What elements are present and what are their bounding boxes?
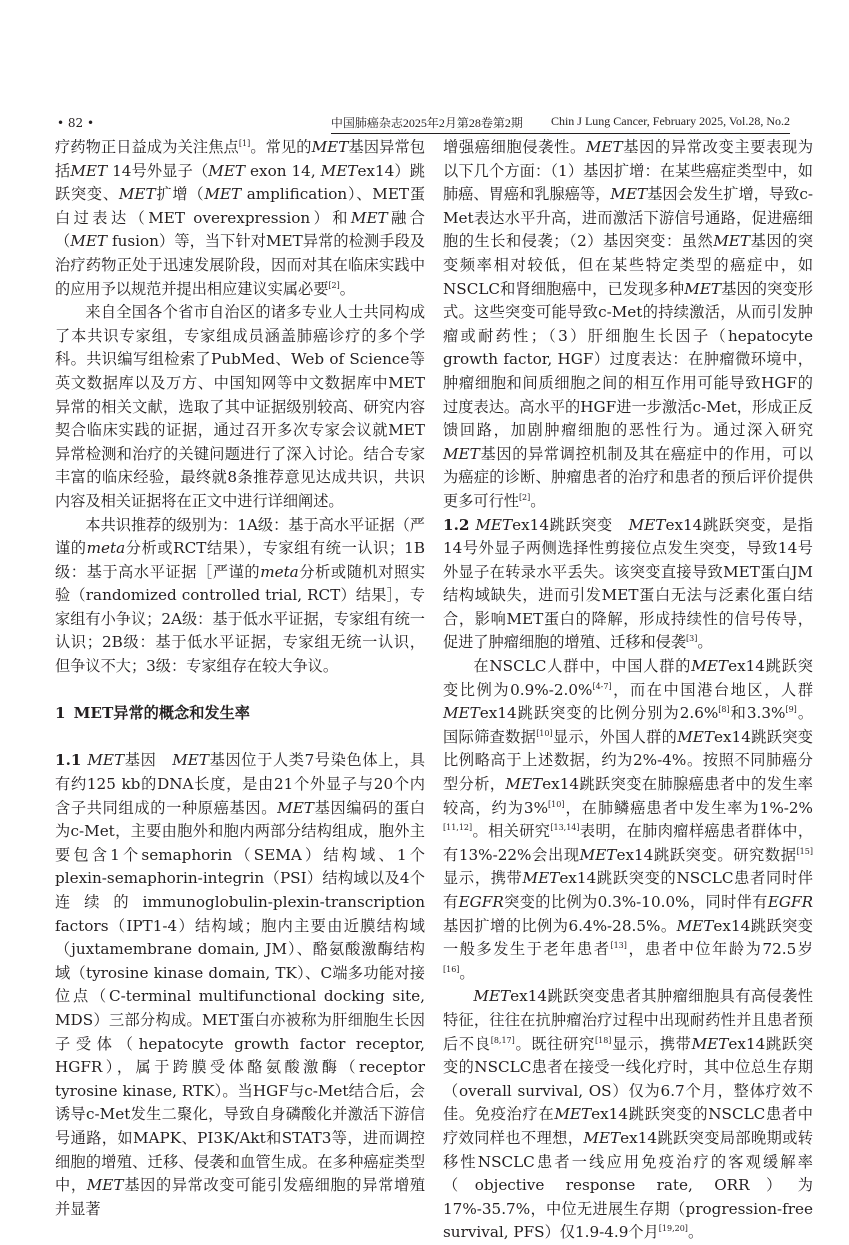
italic-term: MET (475, 515, 513, 534)
right-column (443, 136, 813, 1245)
italic-term: MET (610, 185, 648, 204)
citation: [11,12] (443, 823, 473, 833)
paragraph: 增强癌细胞侵袭性。MET基因的异常改变主要表现为以下几个方面：（1）基因扩增：在某些癌症类型中，如肺癌、胃癌和乳腺癌等，MET基因会发生扩增，导致c-Met表达水平升高，进而激活下游信号通路，促进癌细胞的生长和侵袭；（2）基因突变：虽然MET基因的突变频率相对较低，但在某些特定类型的癌症中，如NSCLC和肾细胞癌中，已发现多种MET基因的突变形式。这些突变可能导致c-Met的持续激活，从而引发肿瘤或耐药性；（3）肝细胞生长因子（hepatocyte growth factor, HGF）过度表达：在肿瘤微环境中，肿瘤细胞和间质细胞之间的相互作用可能导致HGF的过度表达。高水平的HGF进一步激活c-Met，形成正反馈回路，加剧肿瘤细胞的恶性行为。通过深入研究MET基因的异常调控机制及其在癌症中的作用，可以为癌症的诊断、肿瘤患者的治疗和患者的预后评价提供更多可行性[2]。 (443, 138, 814, 510)
citation: [19,20] (658, 1224, 688, 1234)
italic-term: EGFR (767, 893, 814, 911)
italic-term: MET (70, 161, 108, 180)
citation: [2] (328, 280, 340, 290)
italic-term: MET (204, 185, 242, 204)
italic-term: MET (585, 138, 623, 156)
citation: [4-7] (592, 681, 612, 691)
page-number: • 82 • (57, 116, 95, 130)
citation: [15] (796, 846, 813, 856)
italic-term: MET (691, 1034, 729, 1053)
italic-term: MET (583, 1128, 621, 1147)
italic-term: MET (677, 727, 714, 746)
citation: [8] (718, 705, 730, 715)
italic-term: MET (691, 657, 729, 676)
italic-term: MET (554, 1105, 592, 1124)
italic-term: MET (172, 751, 210, 770)
citation: [10] (548, 799, 565, 809)
italic-term: MET (208, 161, 246, 180)
italic-term: MET (676, 916, 714, 935)
italic-term: meta (260, 562, 299, 581)
italic-term: EGFR (458, 893, 504, 911)
left-paragraphs-after (55, 749, 425, 1221)
paragraph: 在NSCLC人群中，中国人群的METex14跳跃突变比例为0.9%-2.0%[4-7]，而在中国港台地区，人群METex14跳跃突变的比例分别为2.6%[8]和3.3%[9]。国际筛查数据[10]显示，外国人群的METex14跳跃突变比例略高于上述数据，约为2%-4%。按照不同肺癌分型分析，METex14跳跃突变在肺腺癌患者中的发生率较高，约为3%[10]，在肺鳞癌患者中发生率为1%-2%[11,12]。相关研究[13,14]表明，在肺肉瘤样癌患者群体中，有13%-22%会出现METex14跳跃突变。研究数据[15]显示，携带METex14跳跃突变的NSCLC患者同时伴有EGFR突变的比例为0.3%-10.0%，同时伴有EGFR基因扩增的比例为6.4%-28.5%。METex14跳跃突变一般多发生于老年患者[13]，患者中位年龄为72.5岁[16]。 (443, 657, 814, 982)
left-paragraphs-before (55, 136, 425, 679)
right-paragraphs (443, 136, 813, 1245)
paragraph: 1.1 MET基因 MET基因位于人类7号染色体上，具有约125 kb的DNA长度，是由21个外显子与20个内含子共同组成的一种原癌基因。MET基因编码的蛋白为c-Met，主要由胞外和胞内两部分结构组成，胞外主要包含1个semaphorin（SEMA）结构域、1个plexin-semaphorin-integrin（PSI）结构域以及4个连续的immunoglobulin-plexin-transcription factors（IPT1-4）结构域；胞内主要由近膜结构域（juxtamembrane domain, JM）、酪氨酸激酶结构域（tyrosine kinase domain, TK）、C端多功能对接位点（C-terminal multifunctional docking site, MDS）三部分构成。MET蛋白亦被称为肝细胞生长因子受体（hepatocyte growth factor receptor, HGFR），属于跨膜受体酪氨酸激酶（receptor tyrosine kinase, RTK）。当HGF与c-Met结合后，会诱导c-Met发生二聚化，导致自身磷酸化并激活下游信号通路，如MAPK、PI3K/Akt和STAT3等，进而调控细胞的增殖、迁移、侵袭和血管生成。在多种癌症类型中，MET基因的异常改变可能引发癌细胞的异常增殖并显著 (55, 751, 426, 1218)
citation: [13,14] (550, 823, 580, 833)
paragraph: 疗药物正日益成为关注焦点[1]。常见的MET基因异常包括MET 14号外显子（MET exon 14, METex14）跳跃突变、MET扩增（MET amplification）、MET蛋白过表达（MET overexpression）和MET融合（MET fusion）等，当下针对MET异常的检测手段及治疗药物正处于迅速发展阶段，因而对其在临床实践中的应用予以规范并提出相应建议实属必要[2]。 (55, 138, 426, 298)
italic-term: MET (473, 987, 511, 1006)
paragraph: 1.2 METex14跳跃突变 METex14跳跃突变，是指14号外显子两侧选择性剪接位点发生突变，导致14号外显子在转录水平丢失。该突变直接导致MET蛋白JM结构域缺失，进而引发MET蛋白无法与泛素化蛋白结合，影响MET蛋白的降解，形成持续性的信号传导，促进了肿瘤细胞的增殖、迁移和侵袭[3]。 (443, 515, 813, 652)
section-number: 1 (55, 704, 66, 723)
citation: [13] (610, 941, 627, 951)
citation: [18] (594, 1035, 612, 1045)
italic-term: MET (87, 751, 125, 770)
italic-term: MET (628, 515, 666, 534)
italic-term: MET (118, 185, 156, 204)
citation: [2] (518, 492, 531, 502)
paragraph: 本共识推荐的级别为：1A级：基于高水平证据（严谨的meta分析或RCT结果），专家组有统一认识；1B级：基于高水平证据［严谨的meta分析或随机对照实验（randomized controlled trial, RCT）结果］，专家组有小争议；2A级：基于低水平证据，专家组有统一认识；2B级：基于低水平证据，专家组无统一认识，但争议不大；3级：专家组存在较大争议。 (55, 515, 426, 676)
italic-term: MET (522, 869, 560, 888)
citation: [16] (443, 964, 460, 974)
citation: [10] (536, 728, 553, 738)
italic-term: MET (350, 208, 388, 227)
paragraph: METex14跳跃突变患者其肿瘤细胞具有高侵袭性特征，往往在抗肿瘤治疗过程中出现耐药性并且患者预后不良[8,17]。既往研究[18]显示，携带METex14跳跃突变的NSCLC患者在接受一线化疗时，其中位总生存期（overall survival, OS）仅为6.7个月，整体疗效不佳。免疫治疗在METex14跳跃突变的NSCLC患者中疗效同样也不理想，METex14跳跃突变局部晚期或转移性NSCLC患者一线应用免疫治疗的客观缓解率（objective response rate, ORR）为17%-35.7%，中位无进展生存期（progression-free survival, PFS）仅1.9-4.9个月[19,20]。 (443, 987, 813, 1242)
left-column (55, 136, 425, 1221)
section-heading (55, 702, 425, 726)
citation: [3] (686, 634, 698, 644)
italic-term: MET (443, 444, 480, 463)
italic-term: MET (505, 775, 543, 794)
italic-term: meta (86, 539, 126, 558)
italic-term: MET (311, 138, 349, 156)
subsection-number: 1.1 (55, 751, 88, 770)
citation: [1] (238, 139, 251, 148)
citation: [8,17] (490, 1035, 515, 1045)
italic-term: MET (713, 232, 751, 251)
journal-title-cn: 中国肺癌杂志2025年2月第28卷第2期 (330, 116, 523, 130)
italic-term: MET (579, 845, 617, 864)
citation: [9] (785, 705, 797, 715)
journal-title-en: Chin J Lung Cancer, February 2025, Vol.28, No.2 (550, 114, 790, 128)
section-title: MET异常的概念和发生率 (73, 704, 250, 723)
italic-term: MET (443, 704, 480, 723)
paragraph: 来自全国各个省市自治区的诸多专业人士共同构成了本共识专家组，专家组成员涵盖肺癌诊疗的多个学科。共识编写组检索了PubMed、Web of Science等英文数据库以及万方、中国知网等中文数据库中MET异常的相关文献，选取了其中证据级别较高、研究内容契合临床实践的证据，通过召开多次专家会议就MET异常检测和治疗的关键问题进行了深入讨论。结合专家丰富的临床经验，最终就8条推荐意见达成共识，共识内容及相关证据将在正文中进行详细阐述。 (55, 303, 425, 510)
italic-term: MET (320, 161, 358, 180)
running-header (331, 114, 790, 134)
italic-term: MET (86, 1176, 124, 1195)
italic-term: MET (684, 279, 721, 298)
italic-term: MET (70, 232, 108, 251)
subsection-number: 1.2 (443, 515, 476, 534)
italic-term: MET (277, 798, 314, 817)
